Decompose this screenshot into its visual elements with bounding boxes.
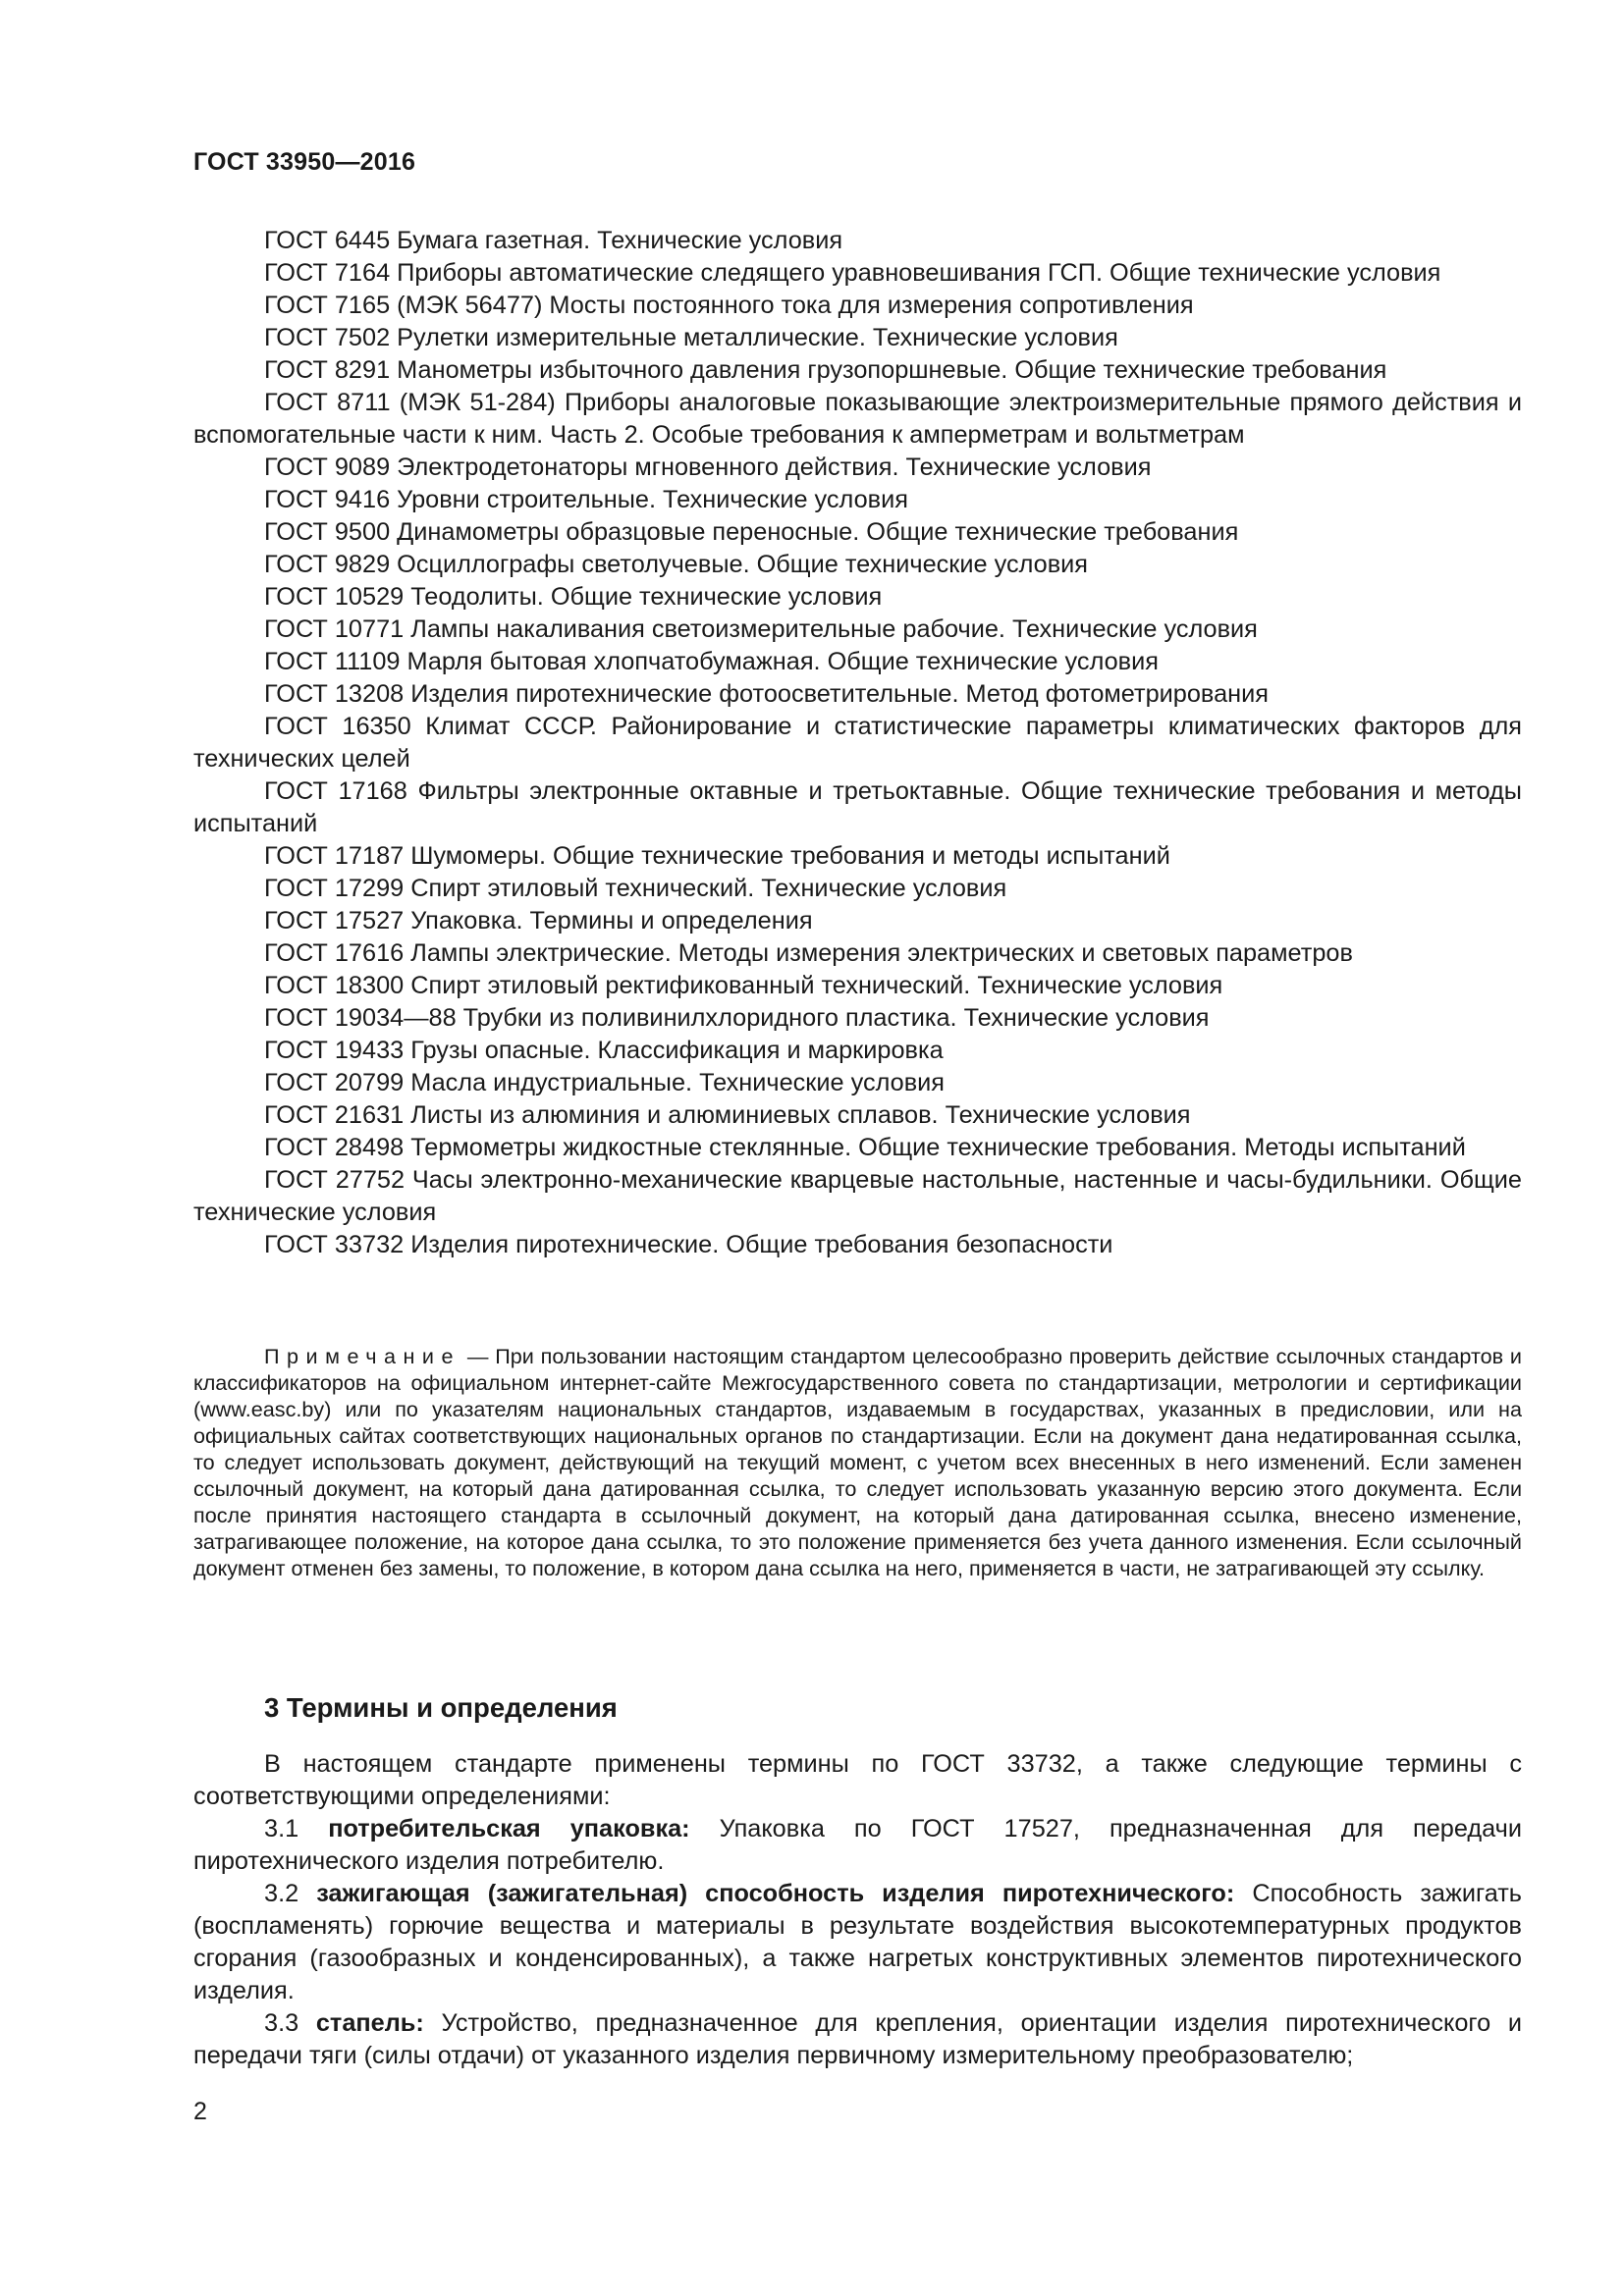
term-definition: Устройство, предназначенное для крепления, ориентации изделия пиротехнического и передачи тяги (силы отдачи) от указанного изделия первичному измерительному преобразователю; <box>193 2009 1522 2069</box>
term-definition: Способность зажигать (воспламенять) горючие вещества и материалы в результате воздействия высокотемпературных продуктов сгорания (газообразных и конденсированных), а также нагретых конструктивных элементов пиротехнического изделия. <box>193 1880 1522 2004</box>
reference-item: ГОСТ 20799 Масла индустриальные. Технические условия <box>264 1069 945 1096</box>
reference-item: ГОСТ 8291 Манометры избыточного давления грузопоршневые. Общие технические требования <box>264 356 1387 384</box>
term-item <box>193 1813 1522 1878</box>
term-number: 3.3 <box>264 2009 316 2037</box>
term-item <box>193 2007 1522 2072</box>
reference-item: ГОСТ 9829 Осциллографы светолучевые. Общие технические условия <box>264 551 1088 578</box>
note-label: Примечание <box>264 1344 460 1368</box>
term-item <box>193 1878 1522 2007</box>
reference-item: ГОСТ 10529 Теодолиты. Общие технические условия <box>264 583 883 611</box>
reference-item: ГОСТ 6445 Бумага газетная. Технические условия <box>264 227 843 254</box>
references-note <box>193 1343 1522 1581</box>
reference-item: ГОСТ 13208 Изделия пиротехнические фотоосветительные. Метод фотометрирования <box>264 680 1269 708</box>
reference-item: ГОСТ 10771 Лампы накаливания светоизмерительные рабочие. Технические условия <box>264 615 1258 643</box>
normative-references-list <box>193 225 1522 1261</box>
term-definition: Упаковка по ГОСТ 17527, предназначенная для передачи пиротехнического изделия потребителю. <box>193 1815 1522 1875</box>
reference-item: ГОСТ 28498 Термометры жидкостные стеклянные. Общие технические требования. Методы испытаний <box>264 1134 1466 1161</box>
term-name: зажигающая (зажигательная) способность изделия пиротехнического: <box>316 1880 1235 1907</box>
reference-item: ГОСТ 19433 Грузы опасные. Классификация и маркировка <box>264 1037 944 1064</box>
reference-item: ГОСТ 17616 Лампы электрические. Методы измерения электрических и световых параметров <box>264 939 1353 967</box>
reference-item: ГОСТ 9500 Динамометры образцовые переносные. Общие технические требования <box>264 518 1239 546</box>
reference-item: ГОСТ 7502 Рулетки измерительные металлические. Технические условия <box>264 324 1118 351</box>
page-number: 2 <box>193 2098 207 2125</box>
reference-item: ГОСТ 17299 Спирт этиловый технический. Технические условия <box>264 875 1007 902</box>
terms-section <box>193 1748 1522 2072</box>
section-heading: 3 Термины и определения <box>264 1692 618 1723</box>
term-number: 3.1 <box>264 1815 329 1842</box>
reference-item: ГОСТ 33732 Изделия пиротехнические. Общие требования безопасности <box>264 1231 1113 1258</box>
reference-item: ГОСТ 18300 Спирт этиловый ректификованный технический. Технические условия <box>264 972 1223 999</box>
reference-item: ГОСТ 8711 (МЭК 51-284) Приборы аналоговые показывающие электроизмерительные прямого действия и вспомогательные части к ним. Часть 2. Особые требования к амперметрам и вольтметрам <box>193 389 1522 449</box>
reference-item: ГОСТ 7165 (МЭК 56477) Мосты постоянного тока для измерения сопротивления <box>264 292 1194 319</box>
note-text: — При пользовании настоящим стандартом целесообразно проверить действие ссылочных стандартов и классификаторов на официальном интернет-сайте Межгосударственного совета по стандартизации, метрологии и сертификации (www.easc.by) или по указателям национальных стандартов, издаваемым в государствах, указанных в предисловии, или на официальных сайтах соответствующих национальных органов по стандартизации. Если на документ дана недатированная ссылка, то следует использовать документ, действующий на текущий момент, с учетом всех внесенных в него изменений. Если заменен ссылочный документ, на который дана датированная ссылка, то следует использовать указанную версию этого документа. Если после принятия настоящего стандарта в ссылочный документ, на который дана датированная ссылка, внесено изменение, затрагивающее положение, на которое дана ссылка, то это положение применяется без учета данного изменения. Если ссылочный документ отменен без замены, то положение, в котором дана ссылка на него, применяется в части, не затрагивающей эту ссылку. <box>193 1344 1522 1580</box>
reference-item: ГОСТ 9089 Электродетонаторы мгновенного действия. Технические условия <box>264 454 1152 481</box>
term-name: стапель: <box>315 2009 424 2037</box>
document-header: ГОСТ 33950—2016 <box>193 148 416 176</box>
reference-item: ГОСТ 9416 Уровни строительные. Технические условия <box>264 486 908 513</box>
reference-item: ГОСТ 17187 Шумомеры. Общие технические требования и методы испытаний <box>264 842 1170 870</box>
section-intro: В настоящем стандарте применены термины по ГОСТ 33732, а также следующие термины с соответствующими определениями: <box>193 1750 1522 1810</box>
term-name: потребительская упаковка: <box>328 1815 690 1842</box>
reference-item: ГОСТ 7164 Приборы автоматические следящего уравновешивания ГСП. Общие технические условия <box>264 259 1441 287</box>
reference-item: ГОСТ 17168 Фильтры электронные октавные и третьоктавные. Общие технические требования и методы испытаний <box>193 777 1522 837</box>
reference-item: ГОСТ 27752 Часы электронно-механические кварцевые настольные, настенные и часы-будильники. Общие технические условия <box>193 1166 1522 1226</box>
reference-item: ГОСТ 16350 Климат СССР. Районирование и статистические параметры климатических факторов для технических целей <box>193 713 1522 773</box>
reference-item: ГОСТ 19034—88 Трубки из поливинилхлоридного пластика. Технические условия <box>264 1004 1210 1032</box>
term-number: 3.2 <box>264 1880 317 1907</box>
reference-item: ГОСТ 17527 Упаковка. Термины и определения <box>264 907 813 934</box>
reference-item: ГОСТ 21631 Листы из алюминия и алюминиевых сплавов. Технические условия <box>264 1101 1191 1129</box>
reference-item: ГОСТ 11109 Марля бытовая хлопчатобумажная. Общие технические условия <box>264 648 1159 675</box>
